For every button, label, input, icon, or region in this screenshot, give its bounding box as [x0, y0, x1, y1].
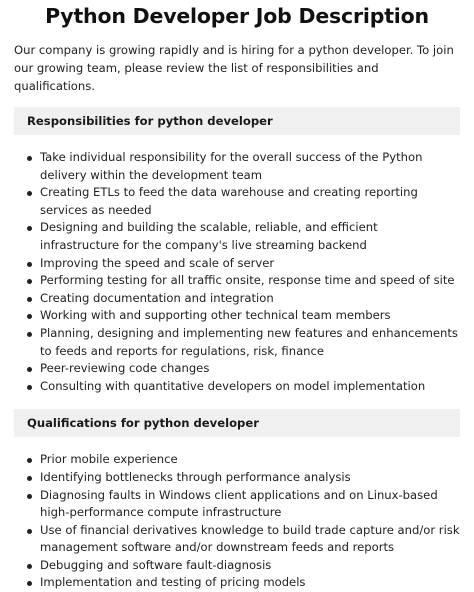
- responsibility-item: Consulting with quantitative developers on model implementation: [14, 378, 460, 396]
- responsibility-item: Designing and building the scalable, reliable, and efficient infrastructure for the company's live streaming backend: [14, 219, 460, 254]
- responsibility-item: Creating documentation and integration: [14, 290, 460, 308]
- responsibilities-list: [14, 149, 460, 395]
- qualification-item: Diagnosing faults in Windows client applications and on Linux-based high-performance compute infrastructure: [14, 487, 460, 522]
- responsibility-item: Performing testing for all traffic onsite, response time and speed of site: [14, 272, 460, 290]
- page-title: Python Developer Job Description: [45, 4, 429, 28]
- responsibility-item: Working with and supporting other technical team members: [14, 307, 460, 325]
- qualification-item: Prior mobile experience: [14, 451, 460, 469]
- responsibility-item: Take individual responsibility for the overall success of the Python delivery within the development team: [14, 149, 460, 184]
- responsibility-item: Improving the speed and scale of server: [14, 255, 460, 273]
- qualification-item: Identifying bottlenecks through performance analysis: [14, 469, 460, 487]
- qualification-item: Use of financial derivatives knowledge to build trade capture and/or risk management software and/or downstream feeds and reports: [14, 522, 460, 557]
- qualifications-heading: Qualifications for python developer: [14, 409, 460, 437]
- responsibility-item: Creating ETLs to feed the data warehouse and creating reporting services as needed: [14, 184, 460, 219]
- responsibilities-heading: Responsibilities for python developer: [14, 107, 460, 135]
- intro-paragraph: Our company is growing rapidly and is hiring for a python developer. To join our growing team, please review the list of responsibilities and qualifications.: [14, 43, 454, 93]
- qualification-item: Implementation and testing of pricing models: [14, 574, 460, 592]
- responsibility-item: Peer-reviewing code changes: [14, 360, 460, 378]
- qualification-item: Debugging and software fault-diagnosis: [14, 557, 460, 575]
- responsibility-item: Planning, designing and implementing new features and enhancements to feeds and reports for regulations, risk, finance: [14, 325, 460, 360]
- qualifications-list: [14, 451, 460, 592]
